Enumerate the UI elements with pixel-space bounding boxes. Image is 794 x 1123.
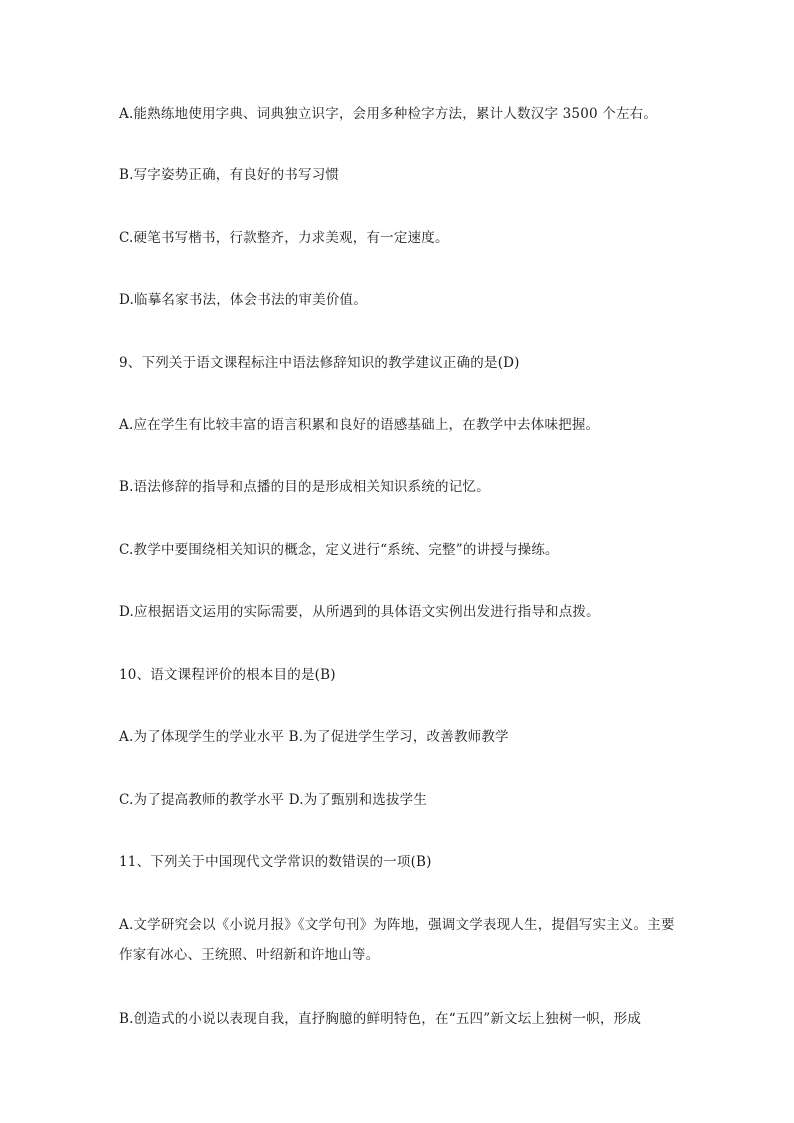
question-11: 11、下列关于中国现代文学常识的数错误的一项(B) — [119, 854, 432, 870]
q9-option-d: D.应根据语文运用的实际需要，从所遇到的具体语文实例出发进行指导和点拨。 — [119, 604, 600, 620]
question-9: 9、下列关于语文课程标注中语法修辞知识的教学建议正确的是(D) — [119, 355, 520, 371]
q11-option-a: A.文学研究会以《小说月报》《文学句刊》为阵地，强调文学表现人生，提倡写实主义。主要作家有冰心、王统照、叶绍新和许地山等。 — [119, 917, 675, 963]
q9-option-a: A.应在学生有比较丰富的语言积累和良好的语感基础上，在教学中去体味把握。 — [119, 417, 600, 433]
question-10: 10、语文课程评价的根本目的是(B) — [119, 667, 336, 683]
q10-options-cd: C.为了提高教师的教学水平 D.为了甄别和选拔学生 — [119, 792, 428, 808]
q10-options-ab: A.为了体现学生的学业水平 B.为了促进学生学习，改善教师教学 — [119, 729, 509, 745]
q9-option-b: B.语法修辞的指导和点播的目的是形成相关知识系统的记忆。 — [119, 479, 490, 495]
option-a-text: A.能熟练地使用字典、词典独立识字，会用多种检字方法，累计人数汉字 3500 个左右。 — [119, 106, 658, 122]
option-c-text: C.硬笔书写楷书，行款整齐，力求美观，有一定速度。 — [119, 230, 449, 246]
option-b-text: B.写字姿势正确，有良好的书写习惯 — [119, 167, 340, 183]
q9-option-c: C.教学中要围绕相关知识的概念，定义进行“系统、完整”的讲授与操练。 — [119, 542, 559, 558]
q11-option-b: B.创造式的小说以表现自我，直抒胸臆的鲜明特色，在“五四”新文坛上独树一帜，形成 — [119, 1011, 642, 1027]
option-d-text: D.临摹名家书法，体会书法的审美价值。 — [119, 292, 367, 308]
